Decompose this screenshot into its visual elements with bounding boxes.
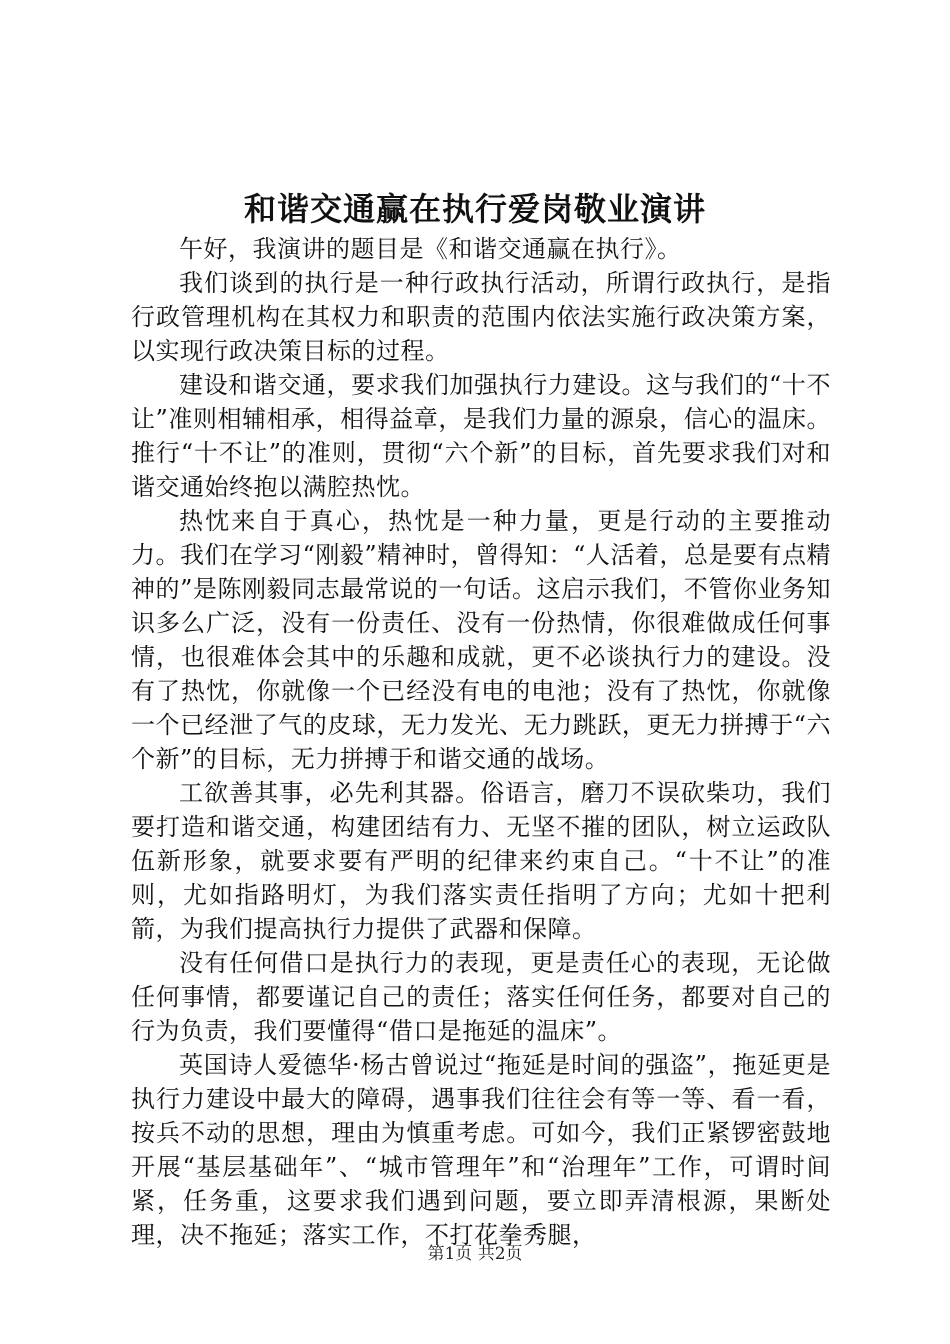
paragraph-5: 工欲善其事，必先利其器。俗语言，磨刀不误砍柴功，我们要打造和谐交通，构建团结有力、无坚不摧的团队，树立运政队伍新形象，就要求要有严明的纪律来约束自己。“十不让”的准则，尤如指路明灯，为我们落实责任指明了方向；尤如十把利箭，为我们提高执行力提供了武器和保障。 <box>131 779 831 943</box>
paragraph-7: 英国诗人爱德华·杨古曾说过“拖延是时间的强盗”，拖延更是执行力建设中最大的障碍，遇事我们往往会有等一等、看一看，按兵不动的思想，理由为慎重考虑。可如今，我们正紧锣密鼓地开展“基层基础年”、“城市管理年”和“治理年”工作，可谓时间紧，任务重，这要求我们遇到问题，要立即弄清根源，果断处理，决不拖延；落实工作，不打花拳秀腿， <box>131 1051 831 1249</box>
document-body <box>131 232 831 1252</box>
paragraph-1: 午好，我演讲的题目是《和谐交通赢在执行》。 <box>179 235 682 263</box>
paragraph-4: 热忱来自于真心，热忱是一种力量，更是行动的主要推动力。我们在学习“刚毅”精神时，曾得知：“人活着，总是要有点精神的”是陈刚毅同志最常说的一句话。这启示我们，不管你业务知识多么广泛，没有一份责任、没有一份热情，你很难做成任何事情，也很难体会其中的乐趣和成就，更不必谈执行力的建设。没有了热忱，你就像一个已经没有电的电池；没有了热忱，你就像一个已经泄了气的皮球，无力发光、无力跳跃，更无力拼搏于“六个新”的目标，无力拼搏于和谐交通的战场。 <box>131 507 831 773</box>
paragraph-3: 建设和谐交通，要求我们加强执行力建设。这与我们的“十不让”准则相辅相承，相得益章，是我们力量的源泉，信心的温床。推行“十不让”的准则，贯彻“六个新”的目标，首先要求我们对和谐交通始终抱以满腔热忱。 <box>131 371 831 501</box>
paragraph-6: 没有任何借口是执行力的表现，更是责任心的表现，无论做任何事情，都要谨记自己的责任；落实任何任务，都要对自己的行为负责，我们要懂得“借口是拖延的温床”。 <box>131 949 831 1045</box>
paragraph-2: 我们谈到的执行是一种行政执行活动，所谓行政执行，是指行政管理机构在其权力和职责的范围内依法实施行政决策方案，以实现行政决策目标的过程。 <box>131 269 831 365</box>
page-footer: 第1页 共2页 <box>427 1244 523 1264</box>
document-title: 和谐交通赢在执行爱岗敬业演讲 <box>243 190 706 228</box>
